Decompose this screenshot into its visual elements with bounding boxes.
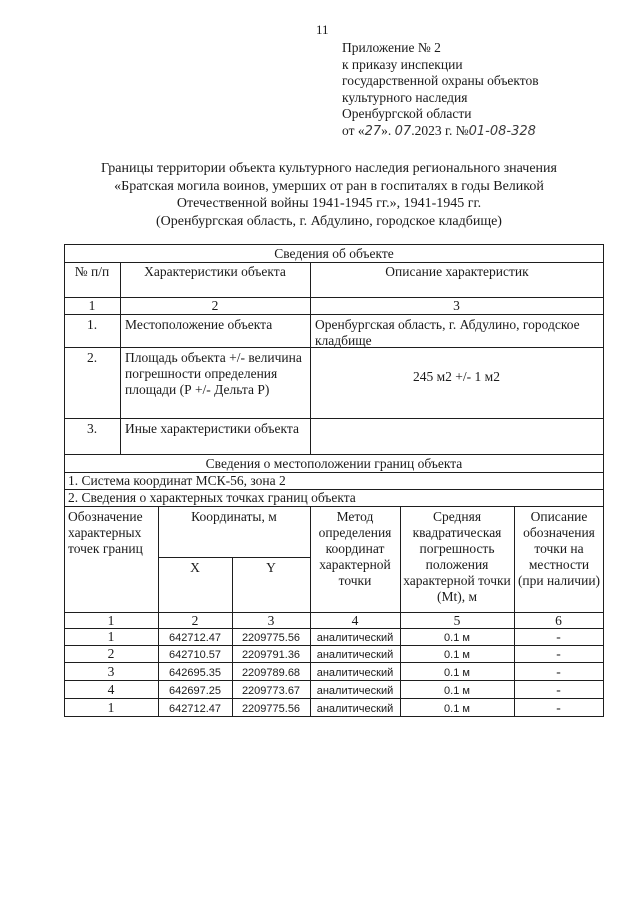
appendix-line: Приложение № 2: [342, 40, 441, 55]
point-y: 2209775.56: [241, 703, 301, 715]
point-y: 2209789.68: [241, 667, 301, 679]
point-id: 3: [107, 664, 115, 679]
col-designation-header: Обозначение характерных точек границ: [68, 509, 143, 556]
point-method: аналитический: [316, 632, 394, 644]
point-id: 1: [107, 629, 115, 644]
document-title: [64, 160, 594, 230]
col-index: 3: [267, 613, 275, 628]
point-id: 1: [107, 700, 115, 715]
col-coords-header: Координаты, м: [191, 509, 277, 524]
boundary-info-header: Сведения о местоположении границ объекта: [205, 456, 463, 471]
title-line: (Оренбургская область, г. Абдулино, городское кладбище): [156, 213, 502, 229]
appendix-date-line: [342, 123, 632, 141]
characteristic-label: Иные характеристики объекта: [125, 421, 299, 436]
col-error-header: Средняя квадратическая погрешность положения характерной точки (Mt), м: [403, 509, 511, 604]
page-number: 11: [316, 22, 329, 37]
area-value: 245 м2 +/- 1 м2: [413, 369, 500, 384]
point-x: 642712.47: [169, 703, 221, 715]
point-error: 0.1 м: [444, 667, 470, 679]
col-method-header: Метод определения координат характерной точки: [318, 509, 392, 588]
col-marking-header: Описание обозначения точки на местности (при наличии): [517, 509, 601, 588]
col-index: 5: [453, 613, 461, 628]
point-x: 642710.57: [169, 649, 221, 661]
col-index: 4: [351, 613, 359, 628]
appendix-line: культурного наследия: [342, 89, 468, 105]
handwritten-order-number: 01-08-328: [468, 123, 536, 139]
characteristic-value: Оренбургская область, г. Абдулино, городское кладбище: [315, 317, 580, 348]
point-marking: -: [556, 682, 561, 697]
row-number: 3.: [86, 421, 98, 436]
col-char-header: Характеристики объекта: [144, 264, 286, 279]
point-method: аналитический: [316, 649, 394, 661]
point-method: аналитический: [316, 703, 394, 715]
row-number: 2.: [86, 350, 98, 365]
col-index: 3: [453, 298, 460, 313]
characteristic-label: Площадь объекта +/- величина погрешности определения площади (Р +/- Дельта Р): [125, 350, 302, 397]
point-marking: -: [556, 629, 561, 644]
point-marking: -: [556, 700, 561, 715]
points-header: 2. Сведения о характерных точках границ объекта: [68, 490, 356, 505]
point-error: 0.1 м: [444, 703, 470, 715]
col-desc-header: Описание характеристик: [385, 264, 529, 279]
point-y: 2209791.36: [241, 649, 301, 661]
point-marking: -: [556, 646, 561, 661]
point-id: 4: [107, 682, 115, 697]
characteristic-label: Местоположение объекта: [125, 317, 273, 332]
point-x: 642697.25: [169, 685, 221, 697]
handwritten-day: 27: [364, 123, 382, 139]
handwritten-month: 07: [394, 123, 412, 139]
point-method: аналитический: [316, 667, 394, 679]
point-y: 2209773.67: [241, 685, 301, 697]
appendix-line: Оренбургской области: [342, 106, 472, 121]
col-index: 1: [88, 298, 96, 313]
point-marking: -: [556, 664, 561, 679]
col-index: 2: [211, 298, 219, 313]
point-x: 642695.35: [169, 667, 221, 679]
appendix-line: к приказу инспекции: [342, 56, 463, 72]
point-error: 0.1 м: [444, 685, 470, 697]
appendix-block: [342, 40, 632, 140]
appendix-line: государственной охраны объектов: [342, 73, 539, 88]
title-line: «Братская могила воинов, умерших от ран в госпиталях в годы Великой: [114, 178, 544, 194]
point-method: аналитический: [316, 685, 394, 697]
title-line: Границы территории объекта культурного наследия регионального значения: [101, 161, 557, 176]
object-info-header: Сведения об объекте: [274, 246, 394, 261]
col-x-header: X: [190, 560, 200, 575]
point-x: 642712.47: [169, 632, 221, 644]
point-id: 2: [107, 646, 115, 661]
col-index: 6: [555, 613, 562, 628]
col-index: 1: [107, 613, 115, 628]
coord-system-label: 1. Система координат МСК-56, зона 2: [68, 473, 286, 488]
title-line: Отечественной войны 1941-1945 гг.», 1941-1945 гг.: [176, 196, 482, 211]
date-year: .2023 г. №: [411, 122, 469, 138]
col-index: 2: [191, 613, 199, 628]
point-error: 0.1 м: [444, 632, 470, 644]
date-prefix: от «: [342, 122, 365, 138]
col-num-header: № п/п: [74, 264, 110, 279]
col-y-header: Y: [266, 560, 276, 575]
point-y: 2209775.56: [241, 632, 301, 644]
point-error: 0.1 м: [444, 649, 470, 661]
date-mid: ».: [381, 122, 395, 138]
row-number: 1.: [86, 317, 98, 332]
